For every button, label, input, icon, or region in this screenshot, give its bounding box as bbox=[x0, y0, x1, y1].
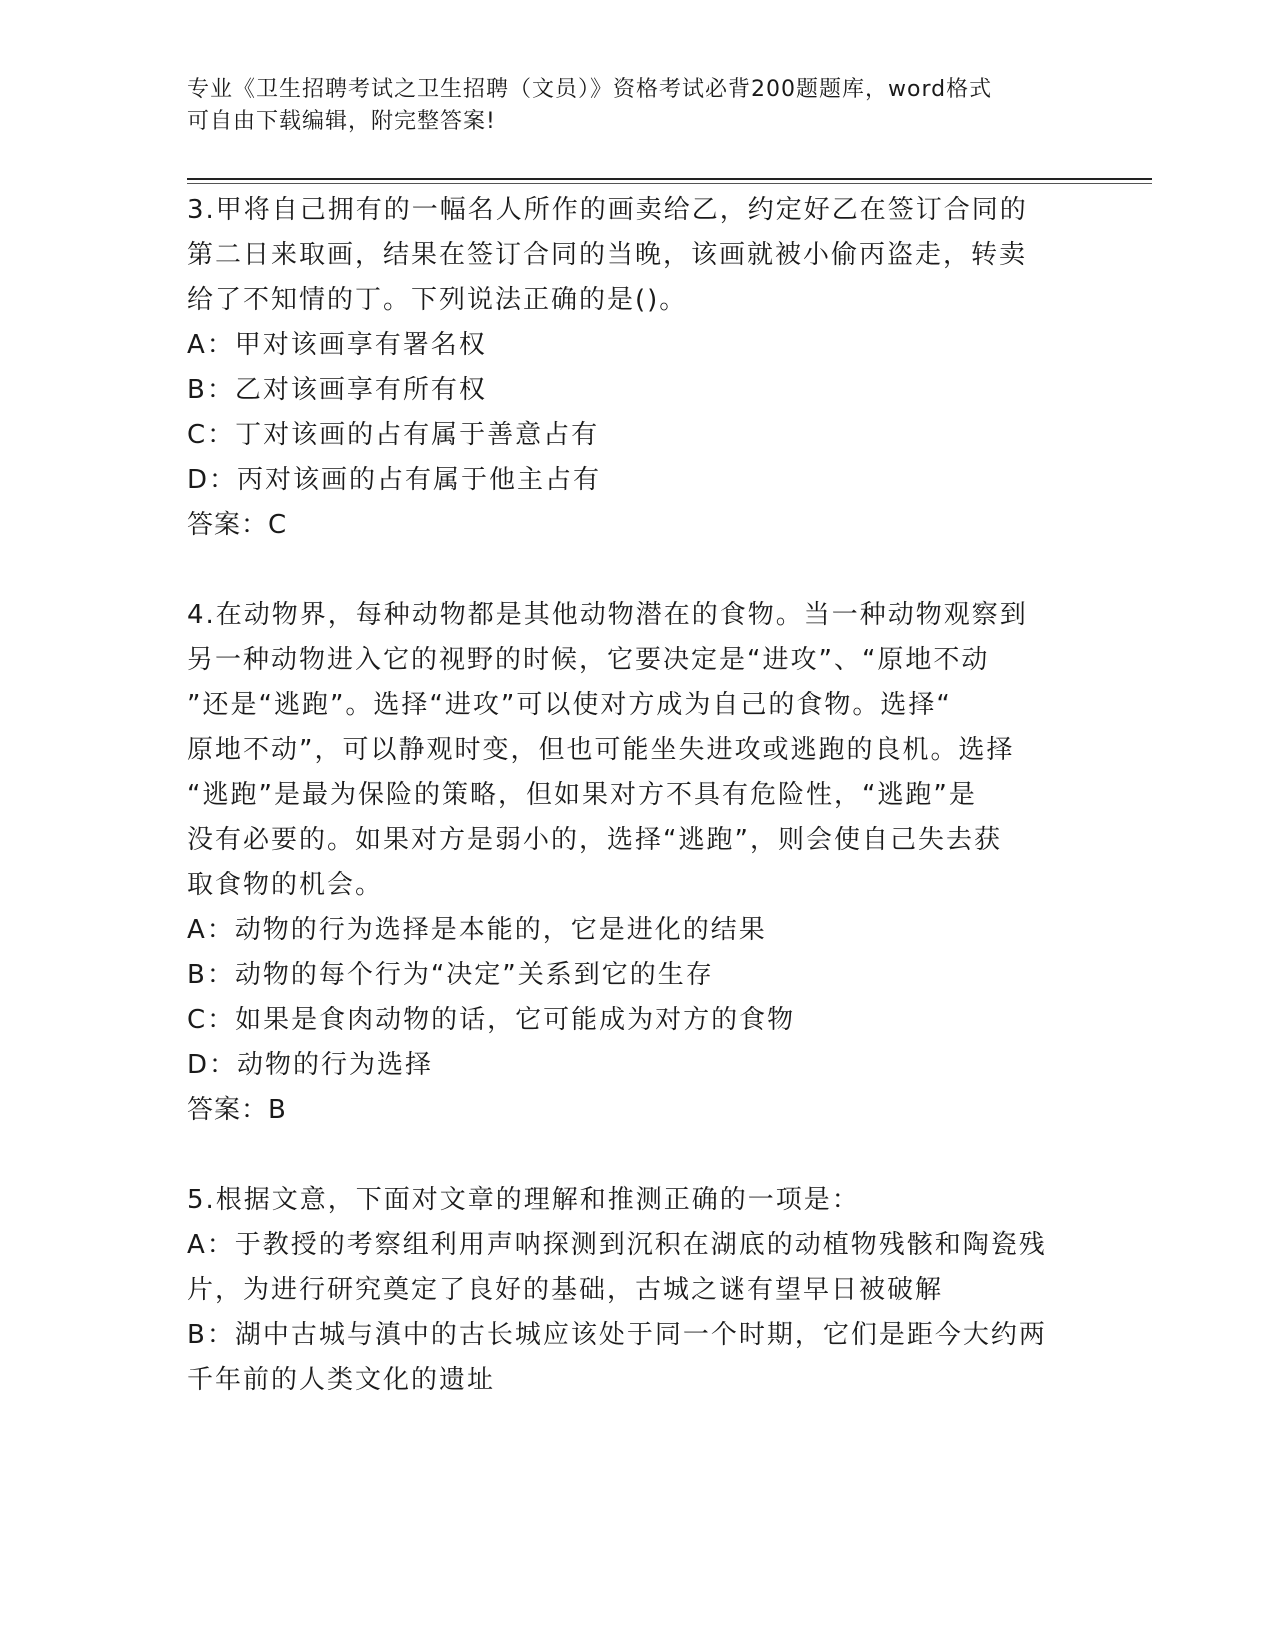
question-3-option-a: A：甲对该画享有署名权 bbox=[187, 330, 487, 360]
question-5-option-b-line: B：湖中古城与滇中的古长城应该处于同一个时期，它们是距今大约两 bbox=[187, 1320, 1047, 1350]
question-3-option-c: C：丁对该画的占有属于善意占有 bbox=[187, 420, 600, 450]
question-4-option-d: D：动物的行为选择 bbox=[187, 1050, 434, 1080]
question-4-text-line: 没有必要的。如果对方是弱小的，选择“逃跑”，则会使自己失去获 bbox=[187, 825, 1002, 855]
header-divider-thin bbox=[187, 183, 1152, 184]
header-title-line-2: 可自由下载编辑，附完整答案! bbox=[187, 109, 496, 134]
spacer bbox=[187, 1133, 1087, 1178]
spacer bbox=[187, 548, 1087, 593]
header-divider-thick bbox=[187, 178, 1152, 180]
question-list bbox=[187, 188, 1087, 1403]
question-3-text-line: 3.甲将自己拥有的一幅名人所作的画卖给乙，约定好乙在签订合同的 bbox=[187, 195, 1028, 225]
question-4-option-b: B：动物的每个行为“决定”关系到它的生存 bbox=[187, 960, 714, 990]
question-5-option-a-line: 片，为进行研究奠定了良好的基础，古城之谜有望早日被破解 bbox=[187, 1275, 944, 1305]
question-5-option-a-line: A：于教授的考察组利用声呐探测到沉积在湖底的动植物残骸和陶瓷残 bbox=[187, 1230, 1047, 1260]
question-4-text-line: 取食物的机会。 bbox=[187, 870, 384, 900]
question-4-answer: 答案：B bbox=[187, 1095, 287, 1125]
question-3-option-b: B：乙对该画享有所有权 bbox=[187, 375, 487, 405]
question-5-option-b-line: 千年前的人类文化的遗址 bbox=[187, 1365, 496, 1395]
question-4 bbox=[187, 593, 1087, 1133]
question-3-answer: 答案：C bbox=[187, 510, 288, 540]
header-title-line-1: 专业《卫生招聘考试之卫生招聘（文员）》资格考试必背200题题库，word格式 bbox=[187, 77, 993, 102]
question-4-text-line: 4.在动物界，每种动物都是其他动物潜在的食物。当一种动物观察到 bbox=[187, 600, 1028, 630]
question-4-text-line: ”还是“逃跑”。选择“进攻”可以使对方成为自己的食物。选择“ bbox=[187, 690, 952, 720]
question-3-text-line: 给了不知情的丁。下列说法正确的是()。 bbox=[187, 285, 688, 315]
question-3 bbox=[187, 188, 1087, 548]
question-4-option-c: C：如果是食肉动物的话，它可能成为对方的食物 bbox=[187, 1005, 796, 1035]
question-3-option-d: D：丙对该画的占有属于他主占有 bbox=[187, 465, 602, 495]
question-4-text-line: 另一种动物进入它的视野的时候，它要决定是“进攻”、“原地不动 bbox=[187, 645, 990, 675]
question-5-text-line: 5.根据文意，下面对文章的理解和推测正确的一项是： bbox=[187, 1185, 860, 1215]
question-4-option-a: A：动物的行为选择是本能的，它是进化的结果 bbox=[187, 915, 767, 945]
question-4-text-line: 原地不动”，可以静观时变，但也可能坐失进攻或逃跑的良机。选择 bbox=[187, 735, 1015, 765]
document-header bbox=[187, 74, 1067, 138]
question-3-text-line: 第二日来取画，结果在签订合同的当晚，该画就被小偷丙盗走，转卖 bbox=[187, 240, 1028, 270]
question-4-text-line: “逃跑”是最为保险的策略，但如果对方不具有危险性，“逃跑”是 bbox=[187, 780, 977, 810]
question-5 bbox=[187, 1178, 1087, 1403]
